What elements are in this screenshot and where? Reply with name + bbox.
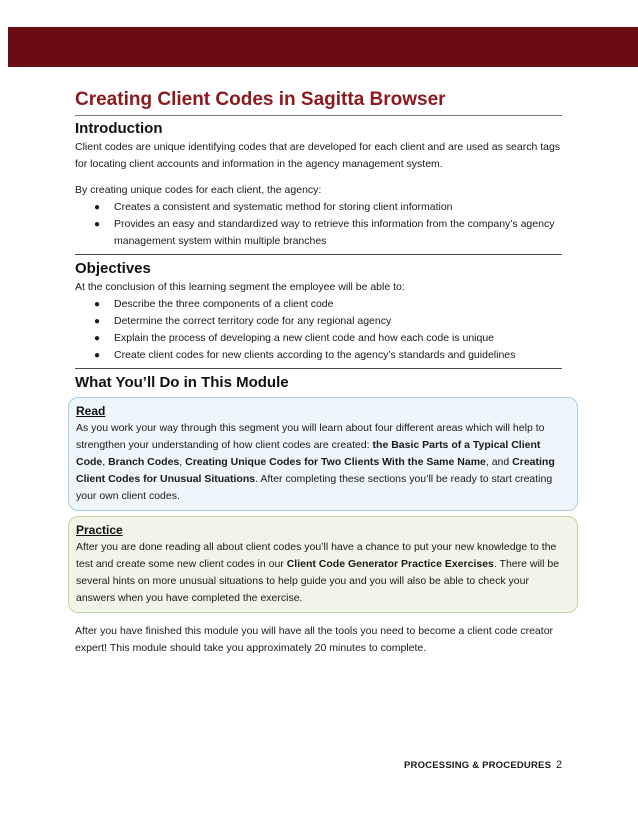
section-divider [75, 368, 562, 369]
objectives-heading: Objectives [75, 260, 151, 277]
bullet-icon: ● [94, 219, 101, 230]
list-item: ● Determine the correct territory code for any regional agency [75, 313, 562, 330]
objectives-bullet-list [75, 296, 562, 364]
list-item: ● Create client codes for new clients according to the agency’s standards and guidelines [75, 347, 562, 364]
introduction-bullet-list [75, 199, 562, 250]
page-content [75, 86, 562, 657]
page-number: 2 [556, 759, 563, 771]
closing-paragraph: After you have finished this module you will have all the tools you need to become a client code creator expert! This module should take you approximately 20 minutes to complete. [75, 625, 554, 654]
practice-paragraph: After you are done reading all about client codes you’ll have a chance to put your new knowledge to the test and create some new client codes in our Client Code Generator Practice Exercises. There will be several hints on more unusual situations to help guide you and you will also be able to check your answers when you have completed the exercise. [76, 541, 560, 604]
section-divider [75, 254, 562, 255]
bullet-icon: ● [94, 350, 101, 361]
practice-heading: Practice [76, 523, 123, 537]
header-banner [8, 27, 638, 67]
bullet-icon: ● [94, 333, 101, 344]
read-paragraph: As you work your way through this segment you will learn about four different areas which will help to strengthen your understanding of how client codes are created: the Basic Parts of a Typical Client Code, Branch Codes, Creating Unique Codes for Two Clients With the Same Name, and Creating Client Codes for Unusual Situations. After completing these sections you’ll be ready to start creating your own client codes. [76, 422, 555, 502]
bullet-icon: ● [94, 202, 101, 213]
title-divider [75, 115, 562, 116]
list-item: ● Describe the three components of a client code [75, 296, 562, 313]
module-heading: What You’ll Do in This Module [75, 374, 289, 391]
page-title: Creating Client Codes in Sagitta Browser [75, 89, 446, 110]
list-item: ● Creates a consistent and systematic method for storing client information [75, 199, 562, 216]
introduction-heading: Introduction [75, 120, 163, 137]
bullet-icon: ● [94, 316, 101, 327]
introduction-paragraph: Client codes are unique identifying codes that are developed for each client and are used as search tags for locating client accounts and information in the agency management system. [75, 141, 561, 170]
bullet-icon: ● [94, 299, 101, 310]
practice-callout-box [68, 516, 578, 613]
list-item: ● Provides an easy and standardized way to retrieve this information from the company’s agency management system within multiple branches [94, 218, 555, 247]
footer-section-label: PROCESSING & PROCEDURES [404, 760, 552, 771]
introduction-lead-in: By creating unique codes for each client, the agency: [75, 184, 322, 196]
read-callout-box [68, 397, 578, 511]
read-heading: Read [76, 404, 106, 418]
objectives-lead-in: At the conclusion of this learning segment the employee will be able to: [75, 281, 405, 293]
list-item: ● Explain the process of developing a new client code and how each code is unique [75, 330, 562, 347]
